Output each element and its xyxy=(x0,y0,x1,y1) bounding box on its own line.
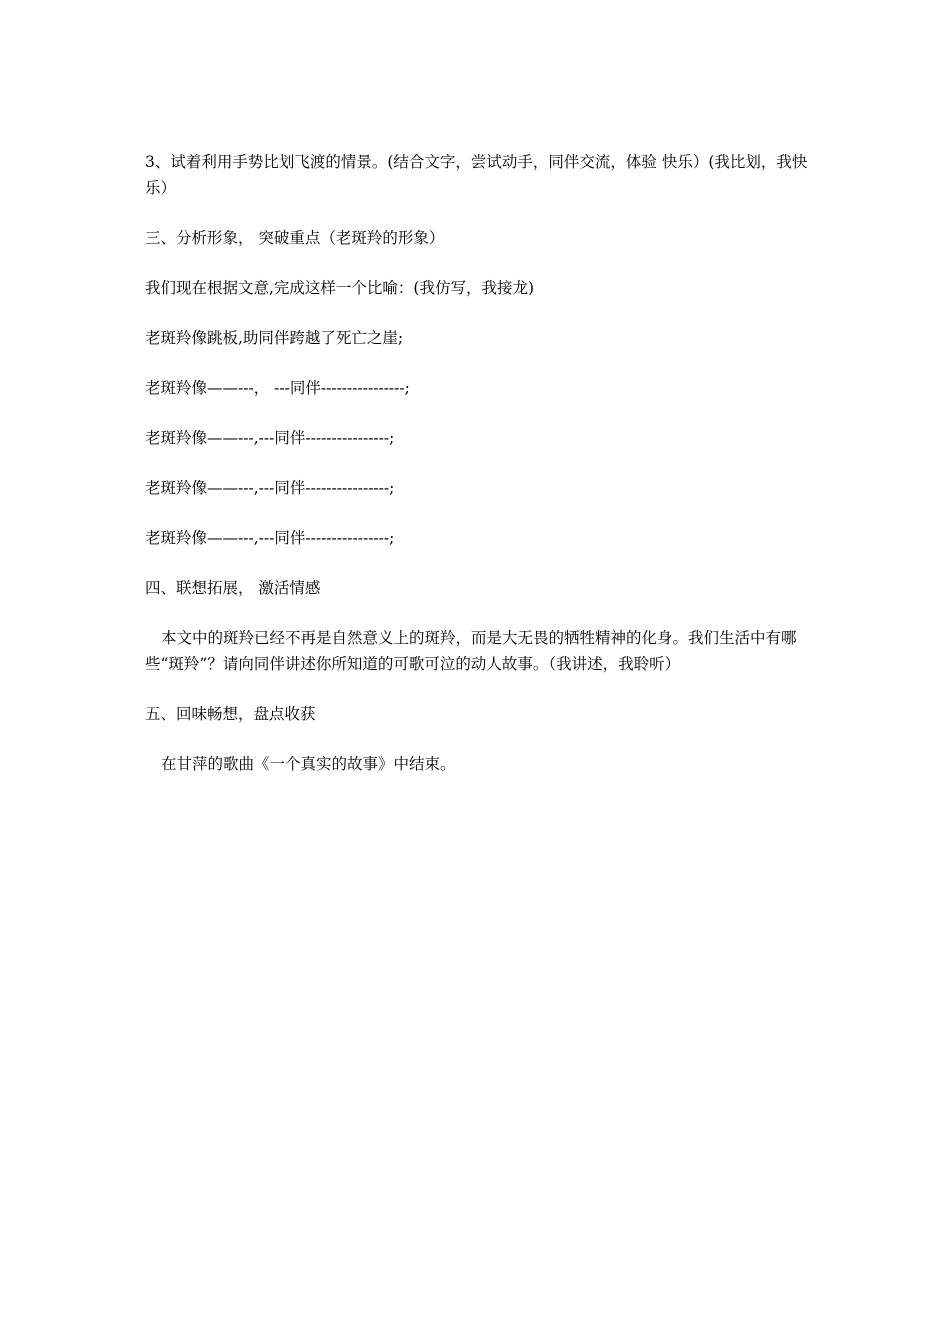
section-heading-4: 四、联想拓展， 激活情感 xyxy=(145,579,321,597)
metaphor-example: 老斑羚像跳板,助同伴跨越了死亡之崖; xyxy=(145,329,404,347)
section-heading-5: 五、回味畅想，盘点收获 xyxy=(145,705,316,723)
document-body xyxy=(145,149,810,801)
discussion-paragraph: 本文中的斑羚已经不再是自然意义上的斑羚，而是大无畏的牺牲精神的化身。我们生活中有哪些“斑羚”？请向同伴讲述你所知道的可歌可泣的动人故事。（我讲述，我聆听） xyxy=(145,629,797,673)
metaphor-blank-3: 老斑羚像——---,---同伴----------------; xyxy=(145,479,395,497)
closing-paragraph: 在甘萍的歌曲《一个真实的故事》中结束。 xyxy=(161,755,456,773)
metaphor-blank-1: 老斑羚像——---， ---同伴----------------; xyxy=(145,379,410,397)
metaphor-blank-4: 老斑羚像——---,---同伴----------------; xyxy=(145,529,395,547)
instruction-text: 我们现在根据文意,完成这样一个比喻：(我仿写，我接龙) xyxy=(145,279,535,297)
section-heading-3: 三、分析形象， 突破重点（老斑羚的形象） xyxy=(145,229,445,247)
metaphor-blank-2: 老斑羚像——---,---同伴----------------; xyxy=(145,429,395,447)
activity-step-3: 3、试着利用手势比划飞渡的情景。(结合文字，尝试动手，同伴交流，体验 快乐）(我比划，我快乐） xyxy=(145,153,808,197)
